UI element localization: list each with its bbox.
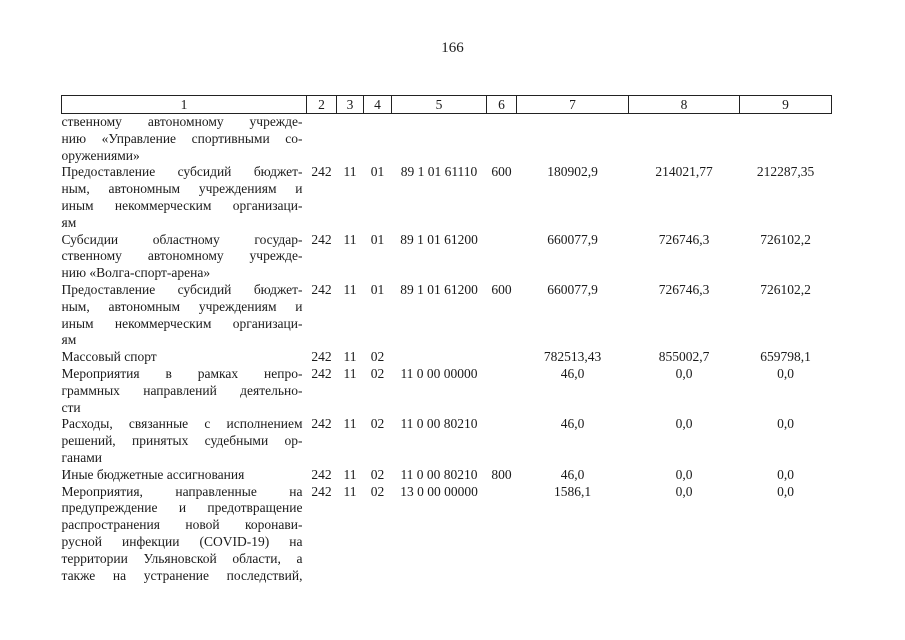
item-name-line: Предоставление субсидий бюджет- bbox=[61, 164, 303, 180]
item-name bbox=[62, 366, 307, 416]
amount-col-9: 0,0 bbox=[777, 483, 794, 499]
subsection-code: 01 bbox=[370, 164, 385, 180]
item-name-line: ным, автономным учреждениям и bbox=[61, 181, 303, 197]
item-name bbox=[62, 282, 307, 349]
item-name-line: ственному автономному учрежде- bbox=[61, 114, 303, 129]
subsection-code: 02 bbox=[370, 466, 385, 482]
header-col-2: 2 bbox=[307, 96, 337, 114]
item-name-line: ным, автономным учреждениям и bbox=[61, 298, 303, 314]
table-row bbox=[62, 282, 832, 349]
amount-col-9: 0,0 bbox=[777, 365, 794, 381]
item-name bbox=[62, 484, 307, 585]
expense-type-code bbox=[487, 349, 517, 366]
item-name-line: русной инфекции (COVID-19) на bbox=[61, 533, 303, 549]
subsection-code: 02 bbox=[370, 349, 385, 365]
subsection-code: 01 bbox=[370, 231, 385, 247]
header-col-4: 4 bbox=[364, 96, 392, 114]
amount-col-7 bbox=[517, 114, 629, 165]
table-row bbox=[62, 164, 832, 231]
target-article-code: 11 0 00 80210 bbox=[400, 416, 478, 432]
target-article-code: 11 0 00 00000 bbox=[400, 365, 478, 381]
table-row bbox=[62, 366, 832, 416]
amount-col-8: 855002,7 bbox=[658, 349, 710, 365]
table-row bbox=[62, 349, 832, 366]
page-number: 166 bbox=[441, 40, 464, 56]
item-name-line: ственному автономному учрежде- bbox=[61, 248, 303, 264]
item-name-line: нию «Волга-спорт-арена» bbox=[61, 265, 211, 281]
header-col-8: 8 bbox=[629, 96, 740, 114]
expense-type-code bbox=[487, 484, 517, 585]
expense-type-code: 800 bbox=[491, 466, 512, 482]
target-article-code: 89 1 01 61200 bbox=[400, 281, 478, 297]
item-name-line: решений, принятых судебными ор- bbox=[61, 433, 303, 449]
item-name bbox=[62, 164, 307, 231]
item-name-line: территории Ульяновской области, а bbox=[61, 550, 303, 566]
amount-col-7: 660077,9 bbox=[547, 281, 598, 297]
item-name-line: также на устранение последствий, bbox=[61, 567, 303, 583]
ved-code: 242 bbox=[311, 466, 332, 482]
budget-table bbox=[61, 95, 832, 584]
ved-code: 242 bbox=[311, 365, 332, 381]
item-name-line: ям bbox=[61, 332, 77, 348]
item-name bbox=[62, 467, 307, 484]
amount-col-7: 46,0 bbox=[560, 466, 585, 482]
item-name-line: Расходы, связанные с исполнением bbox=[61, 416, 303, 432]
amount-col-8: 214021,77 bbox=[655, 164, 713, 180]
expense-type-code bbox=[487, 416, 517, 466]
header-col-3: 3 bbox=[337, 96, 364, 114]
section-code: 11 bbox=[343, 231, 357, 247]
amount-col-7: 180902,9 bbox=[547, 164, 598, 180]
item-name-line: нию «Управление спортивными со- bbox=[61, 130, 303, 146]
table-row bbox=[62, 484, 832, 585]
amount-col-8: 0,0 bbox=[675, 483, 693, 499]
amount-col-9: 726102,2 bbox=[760, 281, 811, 297]
header-col-6: 6 bbox=[487, 96, 517, 114]
item-name-line: Массовый спорт bbox=[61, 349, 157, 365]
ved-code: 242 bbox=[311, 349, 332, 365]
amount-col-7: 46,0 bbox=[560, 365, 585, 381]
item-name bbox=[62, 232, 307, 282]
amount-col-9: 212287,35 bbox=[756, 164, 815, 180]
amount-col-7: 660077,9 bbox=[547, 231, 598, 247]
amount-col-9: 726102,2 bbox=[760, 231, 811, 247]
section-code: 11 bbox=[343, 466, 357, 482]
item-name-line: Мероприятия в рамках непро- bbox=[61, 365, 303, 381]
section-code: 11 bbox=[343, 164, 357, 180]
expense-type-code: 600 bbox=[491, 281, 512, 297]
ved-code: 242 bbox=[311, 231, 332, 247]
table-row bbox=[62, 467, 832, 484]
amount-col-9: 659798,1 bbox=[760, 349, 811, 365]
item-name-line: Иные бюджетные ассигнования bbox=[61, 466, 245, 482]
amount-col-9: 0,0 bbox=[777, 416, 794, 432]
amount-col-8: 726746,3 bbox=[658, 231, 710, 247]
amount-col-8: 0,0 bbox=[675, 466, 693, 482]
header-col-9: 9 bbox=[740, 96, 832, 114]
target-article-code bbox=[392, 114, 487, 165]
header-row bbox=[62, 96, 832, 114]
section-code: 11 bbox=[343, 416, 357, 432]
item-name bbox=[62, 416, 307, 466]
item-name-line: ям bbox=[61, 214, 77, 230]
section-code: 11 bbox=[343, 281, 357, 297]
header-col-1: 1 bbox=[62, 96, 307, 114]
item-name-line: сти bbox=[61, 399, 81, 415]
section-code: 11 bbox=[343, 483, 357, 499]
expense-type-code bbox=[487, 366, 517, 416]
amount-col-8: 726746,3 bbox=[658, 281, 710, 297]
amount-col-7: 782513,43 bbox=[543, 349, 602, 365]
item-name-line: Предоставление субсидий бюджет- bbox=[61, 281, 303, 297]
ved-code: 242 bbox=[311, 281, 332, 297]
subsection-code: 02 bbox=[370, 365, 385, 381]
expense-type-code bbox=[487, 232, 517, 282]
target-article-code: 89 1 01 61200 bbox=[400, 231, 478, 247]
item-name-line: граммных направлений деятельно- bbox=[61, 382, 303, 398]
header-col-5: 5 bbox=[392, 96, 487, 114]
item-name-line: ганами bbox=[61, 449, 103, 465]
ved-code bbox=[307, 114, 337, 165]
amount-col-7: 1586,1 bbox=[553, 483, 592, 499]
amount-col-9 bbox=[740, 114, 832, 165]
item-name bbox=[62, 114, 307, 165]
item-name bbox=[62, 349, 307, 366]
table-row bbox=[62, 232, 832, 282]
section-code: 11 bbox=[343, 349, 357, 365]
ved-code: 242 bbox=[311, 416, 332, 432]
item-name-line: иным некоммерческим организаци- bbox=[61, 197, 303, 213]
subsection-code: 02 bbox=[370, 416, 385, 432]
ved-code: 242 bbox=[311, 164, 332, 180]
expense-type-code: 600 bbox=[491, 164, 512, 180]
target-article-code: 89 1 01 61110 bbox=[400, 164, 478, 180]
item-name-line: Субсидии областному государ- bbox=[61, 231, 303, 247]
item-name-line: предупреждение и предотвращение bbox=[61, 500, 303, 516]
expense-type-code bbox=[487, 114, 517, 165]
amount-col-8: 0,0 bbox=[675, 416, 693, 432]
amount-col-8: 0,0 bbox=[675, 365, 693, 381]
amount-col-7: 46,0 bbox=[560, 416, 585, 432]
table-body bbox=[62, 114, 832, 585]
ved-code: 242 bbox=[311, 483, 332, 499]
section-code: 11 bbox=[343, 365, 357, 381]
amount-col-8 bbox=[629, 114, 740, 165]
target-article-code: 11 0 00 80210 bbox=[400, 466, 478, 482]
subsection-code bbox=[364, 114, 392, 165]
table-row bbox=[62, 114, 832, 165]
target-article-code: 13 0 00 00000 bbox=[400, 483, 478, 499]
header-col-7: 7 bbox=[517, 96, 629, 114]
item-name-line: иным некоммерческим организаци- bbox=[61, 315, 303, 331]
amount-col-9: 0,0 bbox=[777, 466, 794, 482]
section-code bbox=[337, 114, 364, 165]
item-name-line: оружениями» bbox=[61, 147, 140, 163]
target-article-code bbox=[392, 349, 487, 366]
subsection-code: 01 bbox=[370, 281, 385, 297]
table-row bbox=[62, 416, 832, 466]
subsection-code: 02 bbox=[370, 483, 385, 499]
item-name-line: Мероприятия, направленные на bbox=[61, 483, 303, 499]
item-name-line: распространения новой коронави- bbox=[61, 517, 303, 533]
